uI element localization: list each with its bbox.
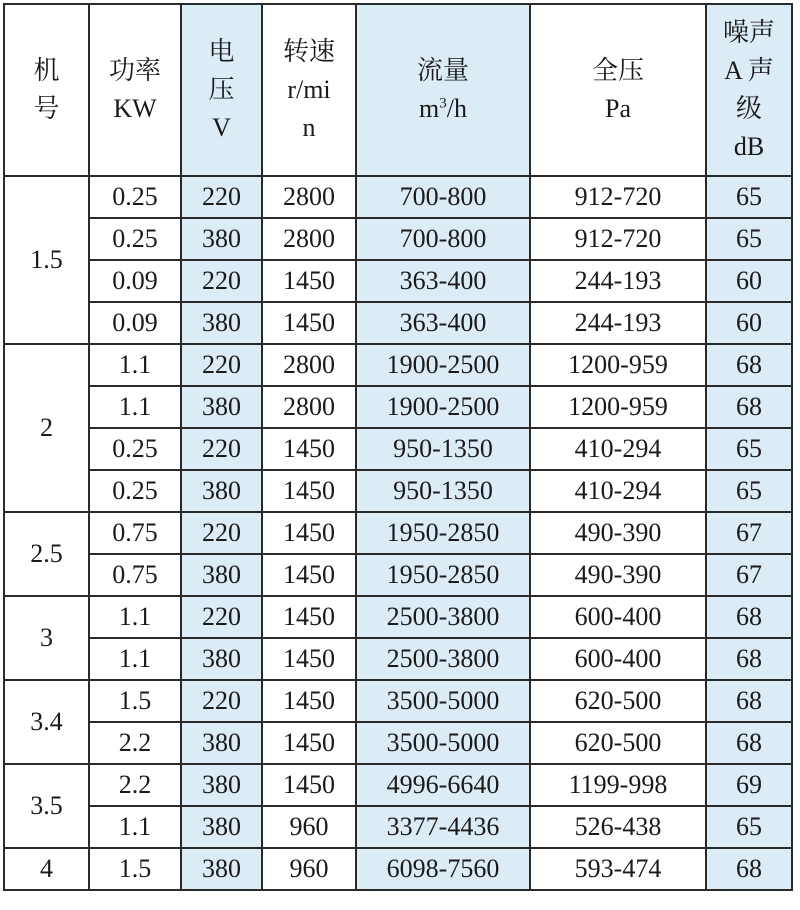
cell-voltage: 380 xyxy=(181,218,262,260)
cell-pressure: 1200-959 xyxy=(530,386,706,428)
cell-flow: 950-1350 xyxy=(356,470,530,512)
table-row xyxy=(4,176,792,218)
cell-flow: 1950-2850 xyxy=(356,512,530,554)
header-flow-unit: $m^3/h$ xyxy=(419,94,467,123)
cell-flow: 363-400 xyxy=(356,260,530,302)
cell-noise: 67 xyxy=(706,554,792,596)
cell-power: 0.75 xyxy=(89,554,181,596)
header-power: 功率 KW xyxy=(89,4,181,176)
cell-flow: 1900-2500 xyxy=(356,386,530,428)
cell-flow: 3500-5000 xyxy=(356,722,530,764)
cell-noise: 68 xyxy=(706,344,792,386)
table-row xyxy=(4,596,792,638)
cell-noise: 67 xyxy=(706,512,792,554)
cell-voltage: 220 xyxy=(181,344,262,386)
cell-noise: 68 xyxy=(706,638,792,680)
cell-voltage: 380 xyxy=(181,764,262,806)
cell-flow: 3500-5000 xyxy=(356,680,530,722)
cell-power: 0.25 xyxy=(89,428,181,470)
cell-flow: 950-1350 xyxy=(356,428,530,470)
table-row xyxy=(4,260,792,302)
cell-voltage: 220 xyxy=(181,596,262,638)
cell-voltage: 220 xyxy=(181,680,262,722)
cell-flow: 2500-3800 xyxy=(356,638,530,680)
cell-model: 2 xyxy=(4,344,89,512)
cell-model: 2.5 xyxy=(4,512,89,596)
cell-speed: 2800 xyxy=(262,176,356,218)
cell-pressure: 1199-998 xyxy=(530,764,706,806)
cell-pressure: 1200-959 xyxy=(530,344,706,386)
header-noise: 噪声 A 声 级 dB xyxy=(706,4,792,176)
cell-voltage: 220 xyxy=(181,512,262,554)
header-row xyxy=(4,4,792,176)
cell-noise: 65 xyxy=(706,176,792,218)
cell-power: 0.25 xyxy=(89,176,181,218)
table-row xyxy=(4,302,792,344)
cell-flow: 363-400 xyxy=(356,302,530,344)
cell-speed: 960 xyxy=(262,806,356,848)
table-row xyxy=(4,512,792,554)
cell-flow: 700-800 xyxy=(356,176,530,218)
cell-power: 1.1 xyxy=(89,386,181,428)
cell-speed: 1450 xyxy=(262,722,356,764)
cell-power: 1.1 xyxy=(89,638,181,680)
cell-flow: 700-800 xyxy=(356,218,530,260)
cell-speed: 1450 xyxy=(262,680,356,722)
cell-noise: 65 xyxy=(706,470,792,512)
cell-power: 1.1 xyxy=(89,596,181,638)
cell-flow: 1950-2850 xyxy=(356,554,530,596)
cell-pressure: 620-500 xyxy=(530,722,706,764)
cell-speed: 2800 xyxy=(262,344,356,386)
cell-power: 0.75 xyxy=(89,512,181,554)
cell-noise: 68 xyxy=(706,596,792,638)
table-row xyxy=(4,470,792,512)
cell-noise: 68 xyxy=(706,722,792,764)
table-row xyxy=(4,848,792,890)
cell-voltage: 380 xyxy=(181,470,262,512)
cell-flow: 3377-4436 xyxy=(356,806,530,848)
cell-pressure: 244-193 xyxy=(530,260,706,302)
cell-voltage: 380 xyxy=(181,638,262,680)
cell-pressure: 410-294 xyxy=(530,428,706,470)
table-row xyxy=(4,428,792,470)
header-model: 机 号 xyxy=(4,4,89,176)
cell-pressure: 490-390 xyxy=(530,554,706,596)
fan-spec-table-wrapper xyxy=(3,3,793,891)
fan-spec-table xyxy=(3,3,793,891)
cell-speed: 1450 xyxy=(262,260,356,302)
cell-power: 0.25 xyxy=(89,470,181,512)
cell-voltage: 380 xyxy=(181,302,262,344)
cell-speed: 2800 xyxy=(262,386,356,428)
cell-speed: 960 xyxy=(262,848,356,890)
table-row xyxy=(4,218,792,260)
header-voltage: 电 压 V xyxy=(181,4,262,176)
cell-pressure: 490-390 xyxy=(530,512,706,554)
cell-flow: 1900-2500 xyxy=(356,344,530,386)
cell-speed: 1450 xyxy=(262,428,356,470)
cell-pressure: 620-500 xyxy=(530,680,706,722)
cell-model: 3 xyxy=(4,596,89,680)
cell-model: 3.4 xyxy=(4,680,89,764)
header-pressure: 全压 Pa xyxy=(530,4,706,176)
cell-noise: 65 xyxy=(706,428,792,470)
cell-voltage: 380 xyxy=(181,554,262,596)
cell-power: 0.25 xyxy=(89,218,181,260)
cell-noise: 68 xyxy=(706,848,792,890)
header-speed: 转速 r/mi n xyxy=(262,4,356,176)
table-row xyxy=(4,806,792,848)
cell-pressure: 600-400 xyxy=(530,596,706,638)
cell-pressure: 526-438 xyxy=(530,806,706,848)
cell-voltage: 220 xyxy=(181,176,262,218)
cell-pressure: 600-400 xyxy=(530,638,706,680)
table-row xyxy=(4,386,792,428)
cell-speed: 1450 xyxy=(262,302,356,344)
cell-noise: 60 xyxy=(706,260,792,302)
cell-voltage: 380 xyxy=(181,722,262,764)
cell-noise: 69 xyxy=(706,764,792,806)
table-row xyxy=(4,764,792,806)
cell-power: 0.09 xyxy=(89,302,181,344)
cell-flow: 2500-3800 xyxy=(356,596,530,638)
cell-power: 0.09 xyxy=(89,260,181,302)
cell-model: 1.5 xyxy=(4,176,89,344)
cell-power: 1.5 xyxy=(89,680,181,722)
cell-pressure: 593-474 xyxy=(530,848,706,890)
table-row xyxy=(4,680,792,722)
cell-power: 1.5 xyxy=(89,848,181,890)
cell-model: 3.5 xyxy=(4,764,89,848)
cell-pressure: 410-294 xyxy=(530,470,706,512)
cell-flow: 4996-6640 xyxy=(356,764,530,806)
cell-speed: 1450 xyxy=(262,554,356,596)
cell-noise: 65 xyxy=(706,806,792,848)
cell-voltage: 220 xyxy=(181,428,262,470)
cell-speed: 1450 xyxy=(262,596,356,638)
cell-power: 2.2 xyxy=(89,764,181,806)
cell-pressure: 912-720 xyxy=(530,176,706,218)
cell-voltage: 220 xyxy=(181,260,262,302)
cell-voltage: 380 xyxy=(181,848,262,890)
cell-power: 1.1 xyxy=(89,344,181,386)
cell-speed: 2800 xyxy=(262,218,356,260)
cell-noise: 68 xyxy=(706,680,792,722)
table-row xyxy=(4,722,792,764)
cell-model: 4 xyxy=(4,848,89,890)
cell-noise: 65 xyxy=(706,218,792,260)
cell-flow: 6098-7560 xyxy=(356,848,530,890)
cell-power: 2.2 xyxy=(89,722,181,764)
cell-pressure: 244-193 xyxy=(530,302,706,344)
cell-voltage: 380 xyxy=(181,386,262,428)
cell-noise: 60 xyxy=(706,302,792,344)
table-row xyxy=(4,554,792,596)
cell-noise: 68 xyxy=(706,386,792,428)
cell-speed: 1450 xyxy=(262,512,356,554)
header-flow: 流量 $m^3/h$ xyxy=(356,4,530,176)
cell-voltage: 380 xyxy=(181,806,262,848)
cell-speed: 1450 xyxy=(262,470,356,512)
table-body xyxy=(4,176,792,890)
cell-power: 1.1 xyxy=(89,806,181,848)
cell-pressure: 912-720 xyxy=(530,218,706,260)
table-row xyxy=(4,638,792,680)
cell-speed: 1450 xyxy=(262,764,356,806)
table-row xyxy=(4,344,792,386)
cell-speed: 1450 xyxy=(262,638,356,680)
